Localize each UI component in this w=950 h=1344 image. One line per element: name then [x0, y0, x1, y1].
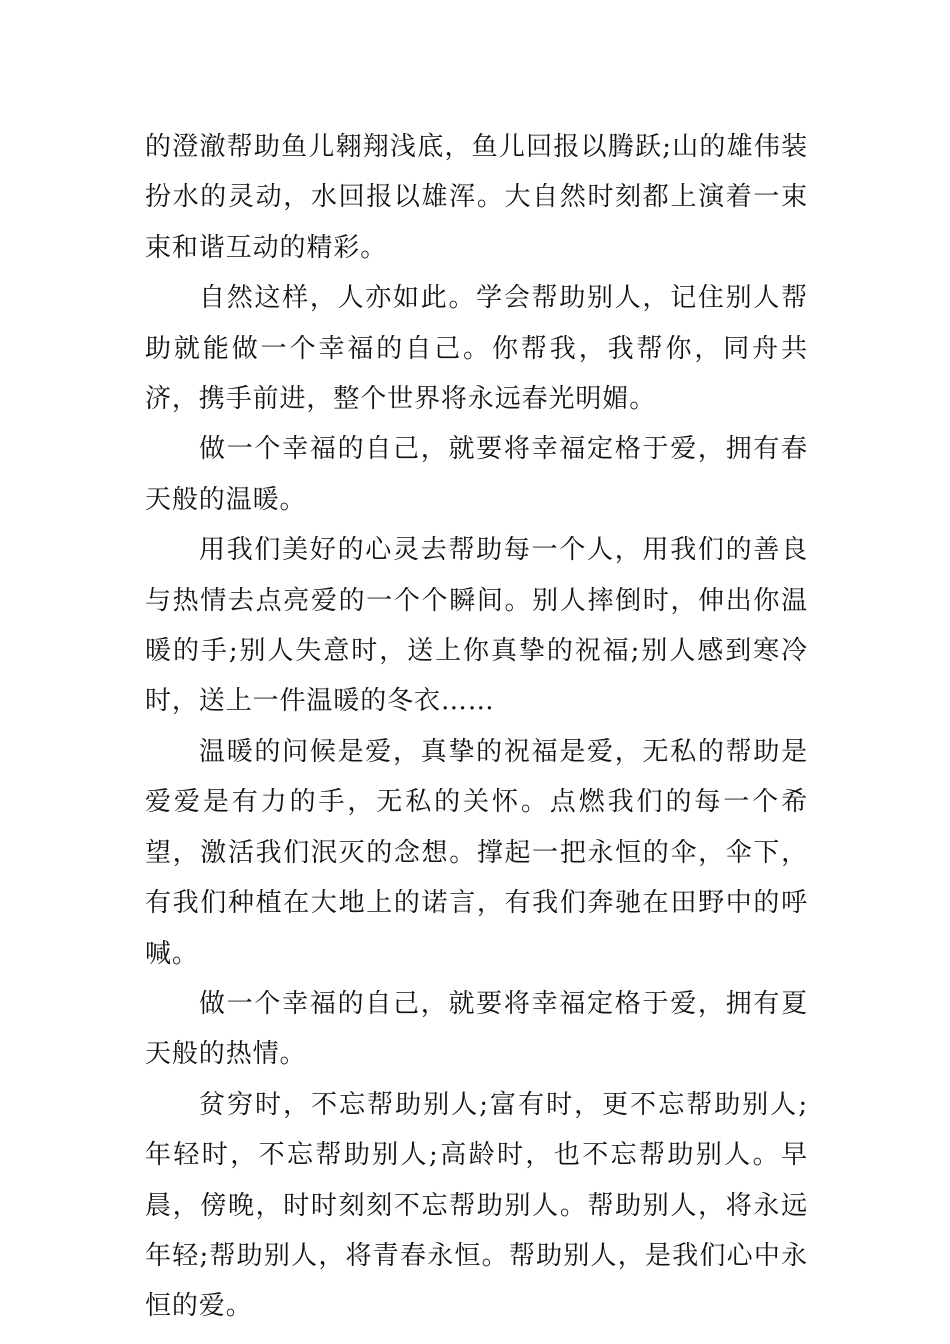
paragraph-1: 的澄澈帮助鱼儿翱翔浅底，鱼儿回报以腾跃;山的雄伟装扮水的灵动，水回报以雄浑。大自然时刻都上演着一束束和谐互动的精彩。: [145, 132, 808, 263]
paragraph-3: 做一个幸福的自己，就要将幸福定格于爱，拥有春天般的温暖。: [145, 434, 808, 515]
paragraph-7: 贫穷时，不忘帮助别人;富有时，更不忘帮助别人;年轻时，不忘帮助别人;高龄时，也不忘帮助别人。早晨，傍晚，时时刻刻不忘帮助别人。帮助别人，将永远年轻;帮助别人，将青春永恒。帮助别人，是我们心中永恒的爱。: [145, 1089, 808, 1322]
document-body: [145, 122, 808, 1332]
paragraph-2: 自然这样，人亦如此。学会帮助别人，记住别人帮助就能做一个幸福的自己。你帮我，我帮你，同舟共济，携手前进，整个世界将永远春光明媚。: [145, 283, 808, 415]
paragraph-5: 温暖的问候是爱，真挚的祝福是爱，无私的帮助是爱爱是有力的手，无私的关怀。点燃我们的每一个希望，激活我们泯灭的念想。撑起一把永恒的伞，伞下，有我们种植在大地上的诺言，有我们奔驰在田野中的呼喊。: [145, 736, 808, 969]
paragraph-6: 做一个幸福的自己，就要将幸福定格于爱，拥有夏天般的热情。: [145, 988, 808, 1070]
paragraph-4: 用我们美好的心灵去帮助每一个人，用我们的善良与热情去点亮爱的一个个瞬间。别人摔倒时，伸出你温暖的手;别人失意时，送上你真挚的祝福;别人感到寒冷时，送上一件温暖的冬衣……: [145, 535, 808, 717]
